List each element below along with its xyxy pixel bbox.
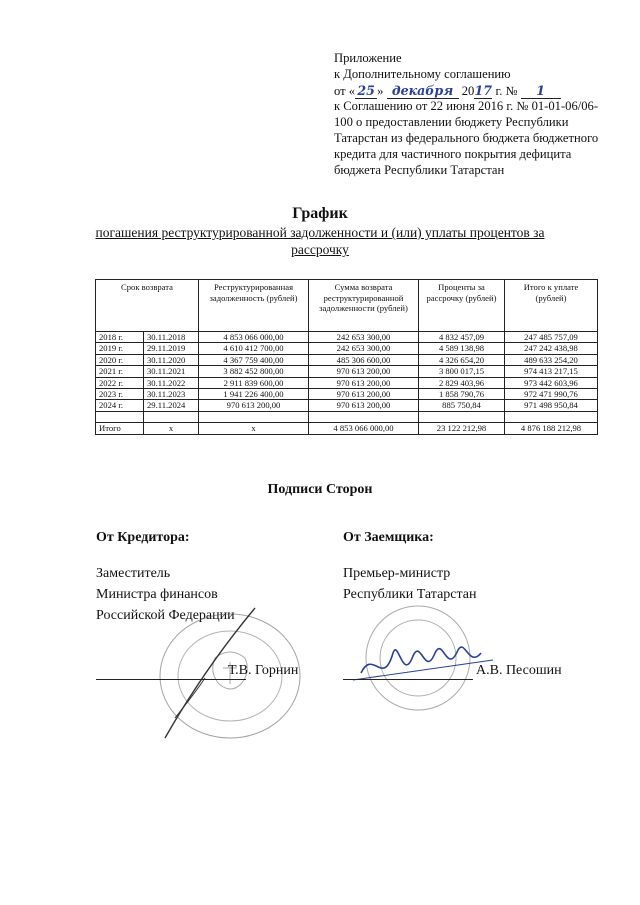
header-repayment-amount: Сумма возврата реструктурированной задолженности (рублей) [309, 280, 419, 332]
total-date-cell: х [144, 423, 199, 434]
date-mid: » [377, 83, 384, 98]
agreement-number: 1 [521, 83, 561, 100]
table-row [96, 366, 598, 377]
total-cell: 974 413 217,15 [505, 366, 598, 377]
due-date-cell: 30.11.2023 [144, 389, 199, 400]
interest-cell: 885 750,84 [419, 400, 505, 411]
repayment-cell: 970 613 200,00 [309, 400, 419, 411]
appendix-date-line [334, 83, 624, 100]
interest-cell: 4 832 457,09 [419, 332, 505, 343]
repayment-cell: 970 613 200,00 [309, 377, 419, 388]
interest-cell: 1 858 790,76 [419, 389, 505, 400]
total-sum-cell: 4 876 188 212,98 [505, 423, 598, 434]
debt-cell: 3 882 452 800,00 [199, 366, 309, 377]
repayment-cell: 485 306 600,00 [309, 354, 419, 365]
table-total-row [96, 423, 598, 434]
year-cell: 2019 г. [96, 343, 144, 354]
repayment-schedule-table [95, 279, 598, 435]
creditor-position-line-3: Российской Федерации [96, 608, 235, 623]
date-year-prefix: 20 [461, 83, 475, 98]
total-cell: 489 633 254,20 [505, 354, 598, 365]
header-interest: Проценты за рассрочку (рублей) [419, 280, 505, 332]
agreement-line-1: к Соглашению от 22 июня 2016 г. № 01-01-06/06- [334, 99, 599, 114]
due-date-cell: 30.11.2020 [144, 354, 199, 365]
date-prefix: от « [334, 83, 356, 98]
header-total: Итого к уплате (рублей) [505, 280, 598, 332]
date-suffix: г. № [495, 83, 518, 98]
borrower-signature-line [343, 678, 473, 680]
creditor-name: Т.В. Горнин [228, 663, 299, 678]
interest-cell: 3 800 017,15 [419, 366, 505, 377]
year-cell: 2018 г. [96, 332, 144, 343]
borrower-name: А.В. Песошин [476, 663, 562, 678]
document-title: График [292, 205, 348, 222]
header-due-date: Срок возврата [96, 280, 199, 332]
repayment-cell: 242 653 300,00 [309, 332, 419, 343]
debt-cell: 4 610 412 700,00 [199, 343, 309, 354]
year-cell: 2021 г. [96, 366, 144, 377]
table-row [96, 354, 598, 365]
debt-cell: 1 941 226 400,00 [199, 389, 309, 400]
debt-cell: 2 911 839 600,00 [199, 377, 309, 388]
agreement-line-4: кредита для частичного покрытия дефицита [334, 146, 572, 161]
appendix-title: Приложение [334, 51, 402, 65]
creditor-position-line-1: Заместитель [96, 566, 171, 581]
agreement-line-5: бюджета Республики Татарстан [334, 162, 505, 177]
total-repayment-cell: 4 853 066 000,00 [309, 423, 419, 434]
total-cell: 247 485 757,09 [505, 332, 598, 343]
debt-cell: 4 367 759 400,00 [199, 354, 309, 365]
table-empty-row [96, 411, 598, 422]
total-interest-cell: 23 122 212,98 [419, 423, 505, 434]
date-year: 17 [474, 82, 493, 98]
agreement-line-2: 100 о предоставлении бюджету Республики [334, 115, 569, 130]
due-date-cell: 30.11.2022 [144, 377, 199, 388]
borrower-side-title: От Заемщика: [343, 530, 434, 545]
total-cell: 247 242 438,98 [505, 343, 598, 354]
repayment-cell: 970 613 200,00 [309, 389, 419, 400]
debt-cell: 970 613 200,00 [199, 400, 309, 411]
creditor-position-line-2: Министра финансов [96, 587, 218, 602]
creditor-signature-line [96, 678, 246, 680]
repayment-cell: 970 613 200,00 [309, 366, 419, 377]
table-row [96, 389, 598, 400]
appendix-block [334, 51, 624, 178]
table-row [96, 343, 598, 354]
date-month: декабря [387, 83, 459, 100]
borrower-position-line-1: Премьер-министр [343, 566, 451, 581]
borrower-signature-stroke [361, 647, 481, 673]
agreement-line-3: Татарстан из федерального бюджета бюджетного [334, 130, 599, 145]
appendix-to-line: к Дополнительному соглашению [334, 66, 511, 81]
year-cell: 2024 г. [96, 400, 144, 411]
total-debt-cell: х [199, 423, 309, 434]
due-date-cell: 29.11.2019 [144, 343, 199, 354]
due-date-cell: 30.11.2018 [144, 332, 199, 343]
debt-cell: 4 853 066 000,00 [199, 332, 309, 343]
total-cell: 972 471 990,76 [505, 389, 598, 400]
borrower-stamp-seal [343, 598, 503, 718]
signatures-heading: Подписи Сторон [267, 482, 373, 497]
date-day: 25 [355, 83, 377, 100]
due-date-cell: 30.11.2021 [144, 366, 199, 377]
interest-cell: 2 829 403,96 [419, 377, 505, 388]
due-date-cell: 29.11.2024 [144, 400, 199, 411]
table-row [96, 400, 598, 411]
creditor-side-title: От Кредитора: [96, 530, 190, 545]
repayment-cell: 242 653 300,00 [309, 343, 419, 354]
header-restructured-debt: Реструктурированная задолженность (рублей) [199, 280, 309, 332]
interest-cell: 4 589 138,98 [419, 343, 505, 354]
year-cell: 2022 г. [96, 377, 144, 388]
table-row [96, 377, 598, 388]
borrower-position-line-2: Республики Татарстан [343, 587, 477, 602]
total-cell: 973 442 603,96 [505, 377, 598, 388]
year-cell: 2023 г. [96, 389, 144, 400]
year-cell: 2020 г. [96, 354, 144, 365]
table-header-row [96, 280, 598, 332]
document-subtitle: погашения реструктурированной задолженности и (или) уплаты процентов за рассрочку [95, 225, 545, 257]
table-body [96, 332, 598, 412]
total-label: Итого [96, 423, 144, 434]
interest-cell: 4 326 654,20 [419, 354, 505, 365]
table-row [96, 332, 598, 343]
total-cell: 971 498 950,84 [505, 400, 598, 411]
